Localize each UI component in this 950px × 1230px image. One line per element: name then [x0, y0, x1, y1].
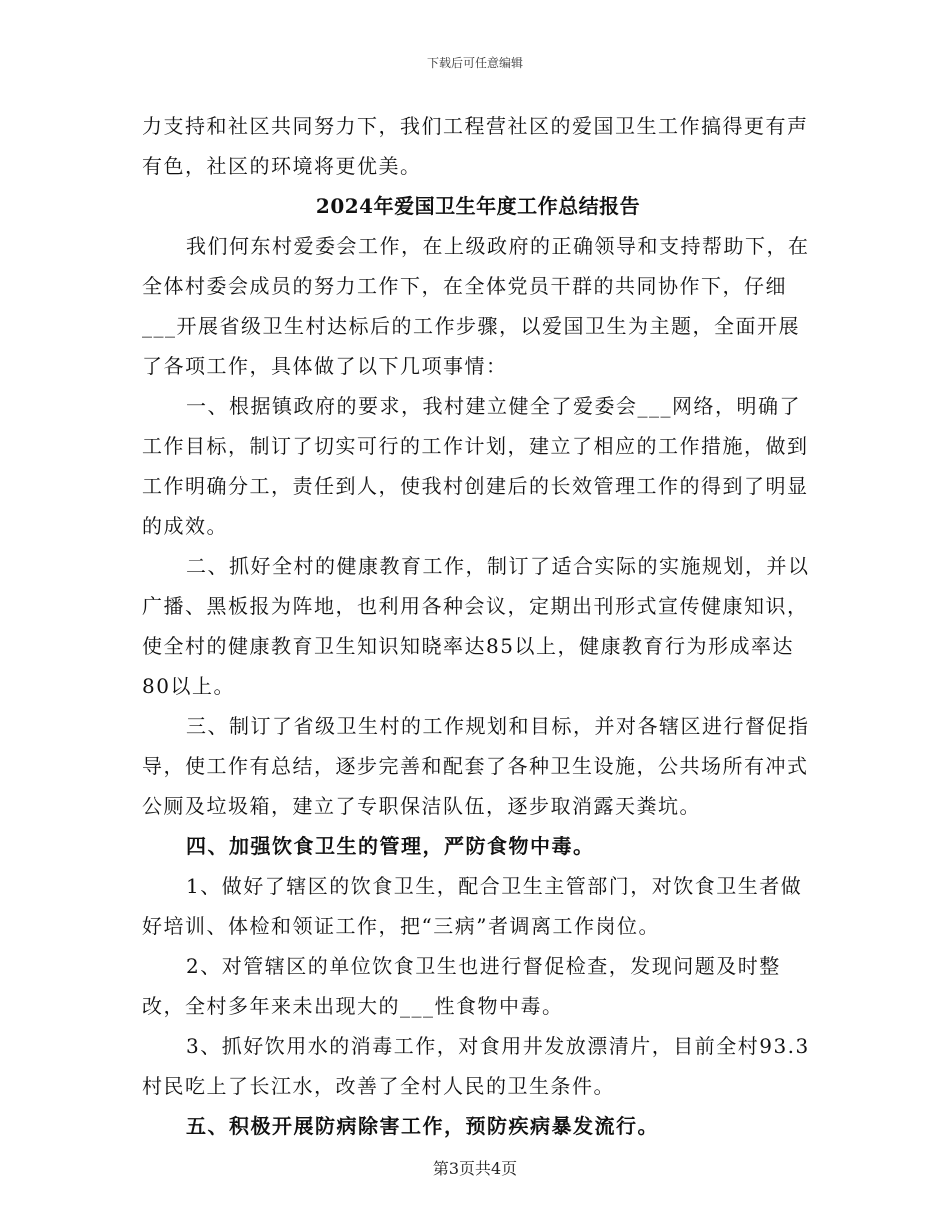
- page-number: 第3页共4页: [432, 1159, 518, 1178]
- sub-item-three-paragraph: 3、抓好饮用水的消毒工作，对食用井发放漂清片，目前全村93.3村民吃上了长江水，改善了全村人民的卫生条件。: [142, 1034, 810, 1098]
- intro-paragraph: 我们何东村爱委会工作，在上级政府的正确领导和支持帮助下，在全体村委会成员的努力工作下，在全体党员干群的共同协作下，仔细___开展省级卫生村达标后的工作步骤，以爱国卫生为主题，全面开展了各项工作，具体做了以下几项事情：: [142, 234, 810, 378]
- download-note: 下载后可任意编辑: [426, 56, 523, 70]
- section-four-heading: 四、加强饮食卫生的管理，严防食物中毒。: [186, 834, 595, 858]
- sub-item-two-paragraph: 2、对管辖区的单位饮食卫生也进行督促检查，发现问题及时整改，全村多年来未出现大的___性食物中毒。: [142, 954, 781, 1018]
- continuation-paragraph: 力支持和社区共同努力下，我们工程营社区的爱国卫生工作搞得更有声有色，社区的环境将更优美。: [142, 114, 809, 178]
- item-two-paragraph: 二、抓好全村的健康教育工作，制订了适合实际的实施规划，并以广播、黑板报为阵地，也利用各种会议，定期出刊形式宣传健康知识，使全村的健康教育卫生知识知晓率达85以上，健康教育行为形成率达80以上。: [142, 554, 810, 698]
- sub-item-one-paragraph: 1、做好了辖区的饮食卫生，配合卫生主管部门，对饮食卫生者做好培训、体检和领证工作，把“三病”者调离工作岗位。: [142, 874, 803, 938]
- section-five-heading: 五、积极开展防病除害工作，预防疾病暴发流行。: [186, 1114, 659, 1138]
- document-body: [142, 106, 814, 1146]
- document-title: 2024年爱国卫生年度工作总结报告: [315, 194, 641, 218]
- item-one-paragraph: 一、根据镇政府的要求，我村建立健全了爱委会___网络，明确了工作目标，制订了切实可行的工作计划，建立了相应的工作措施，做到工作明确分工，责任到人，使我村创建后的长效管理工作的得到了明显的成效。: [142, 394, 809, 538]
- item-three-paragraph: 三、制订了省级卫生村的工作规划和目标，并对各辖区进行督促指导，使工作有总结，逐步完善和配套了各种卫生设施，公共场所有冲式公厕及垃圾箱，建立了专职保洁队伍，逐步取消露天粪坑。: [142, 714, 810, 818]
